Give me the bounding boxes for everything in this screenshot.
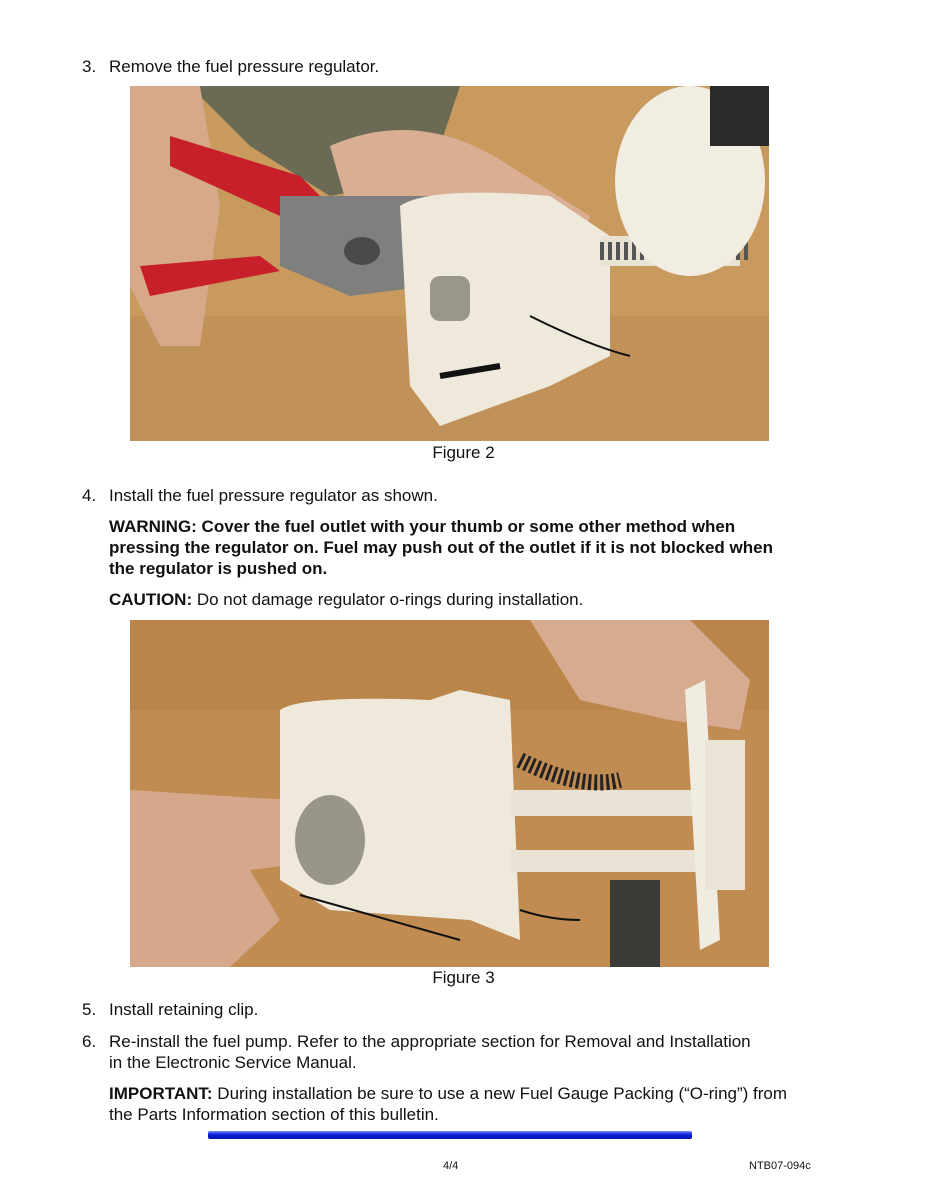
step-6 <box>82 1031 751 1073</box>
caution-label: CAUTION: <box>109 590 193 609</box>
step-3 <box>82 56 379 77</box>
figure-3-photo <box>130 620 769 967</box>
figure-3-caption: Figure 3 <box>432 968 495 987</box>
step-number: 6. <box>82 1032 97 1051</box>
step-number: 3. <box>82 57 97 76</box>
figure-2-photo <box>130 86 769 441</box>
step-number: 4. <box>82 486 97 505</box>
figure-2-caption: Figure 2 <box>432 443 495 462</box>
warning-note <box>109 516 799 579</box>
important-note <box>109 1083 809 1125</box>
step-text: Remove the fuel pressure regulator. <box>109 57 380 76</box>
step-text-line2: in the Electronic Service Manual. <box>109 1053 357 1072</box>
warning-label: WARNING: <box>109 517 197 536</box>
warning-text: Cover the fuel outlet with your thumb or some other method when pressing the regulator on. Fuel may push out of the outlet if it is not blocked when the regulator is pushed on. <box>109 517 773 578</box>
important-text: During installation be sure to use a new Fuel Gauge Packing (“O-ring”) from the Parts Information section of this bulletin. <box>109 1084 788 1124</box>
bulletin-code: NTB07-094c <box>749 1160 811 1172</box>
step-5 <box>82 999 258 1020</box>
step-text: Install the fuel pressure regulator as shown. <box>109 486 438 505</box>
step-4 <box>82 485 438 506</box>
caution-note <box>109 589 809 610</box>
divider-rule <box>208 1131 692 1139</box>
important-label: IMPORTANT: <box>109 1084 213 1103</box>
caution-text: Do not damage regulator o-rings during installation. <box>192 590 584 609</box>
page-number: 4/4 <box>443 1160 459 1172</box>
step-text: Install retaining clip. <box>109 1000 259 1019</box>
step-text-line1: Re-install the fuel pump. Refer to the appropriate section for Removal and Installation <box>109 1032 751 1051</box>
step-number: 5. <box>82 1000 97 1019</box>
